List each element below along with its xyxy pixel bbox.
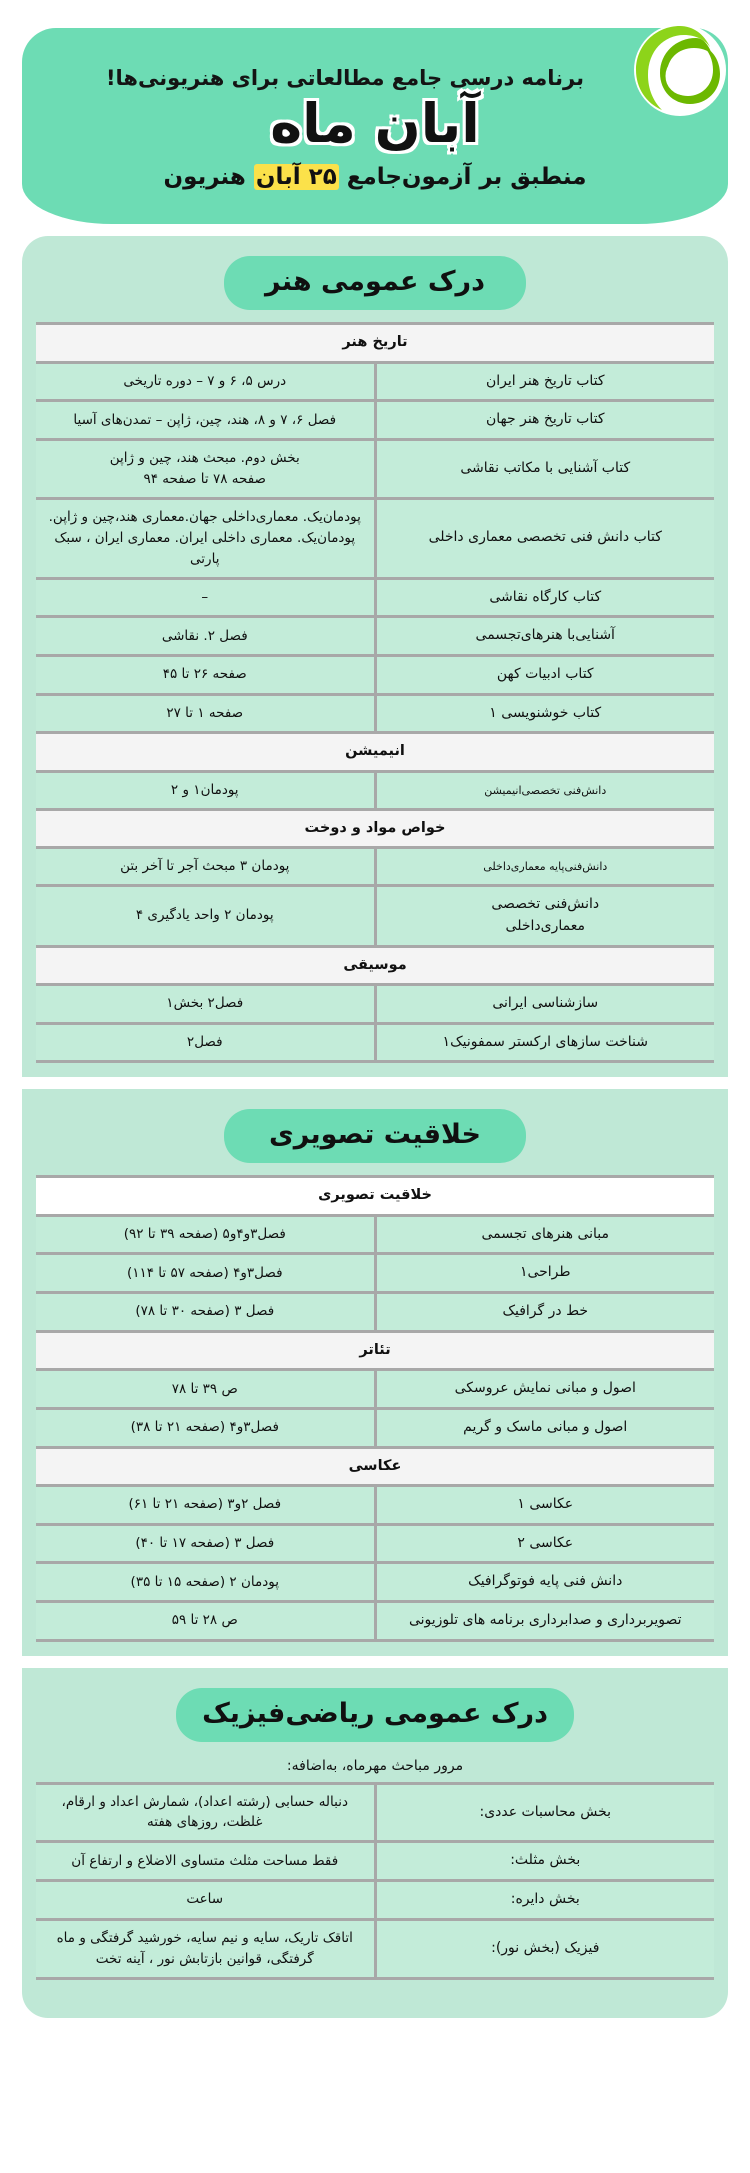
row-content-value: – xyxy=(36,578,375,617)
table-row xyxy=(36,1215,714,1254)
row-subject-label: کتاب آشنایی با مکاتب نقاشی xyxy=(375,440,714,499)
row-subject-label: بخش دایره: xyxy=(375,1881,714,1920)
table-row xyxy=(36,498,714,578)
sections-container xyxy=(0,236,750,2017)
row-subject-label: آشنایی‌با هنرهای‌تجسمی xyxy=(375,617,714,656)
table-subheader-label: انیمیشن xyxy=(36,733,714,771)
table-row xyxy=(36,578,714,617)
table-row xyxy=(36,1254,714,1293)
table-row xyxy=(36,1023,714,1062)
row-content-value: ساعت xyxy=(36,1881,375,1920)
table-row xyxy=(36,848,714,886)
section-math-physics xyxy=(22,1668,728,2018)
row-content-value: پودمان‌یک. معماری‌داخلی جهان.معماری هند،چین و ژاپن. پودمان‌یک. معماری داخلی ایران. معماری ایران ، سبک پارتی xyxy=(36,498,375,578)
table-row xyxy=(36,1563,714,1602)
row-content-value: پودمان ۲ واحد یادگیری ۴ xyxy=(36,886,375,945)
table-row xyxy=(36,1486,714,1525)
row-subject-label: مبانی هنرهای تجسمی xyxy=(375,1215,714,1254)
row-subject-label: بخش مثلث: xyxy=(375,1842,714,1881)
table-subheader-row xyxy=(36,1331,714,1369)
row-content-value: فصل۳و۴ (صفحه ۵۷ تا ۱۱۴) xyxy=(36,1254,375,1293)
row-content-value: فصل ۲و۳ (صفحه ۲۱ تا ۶۱) xyxy=(36,1486,375,1525)
row-content-value: فصل ۶، ۷ و ۸، هند، چین، ژاپن – تمدن‌های آسیا xyxy=(36,401,375,440)
table-row xyxy=(36,440,714,499)
row-content-value: صفحه ۲۶ تا ۴۵ xyxy=(36,656,375,695)
row-subject-label: شناخت سازهای ارکستر سمفونیک۱ xyxy=(375,1023,714,1062)
schedule-table xyxy=(36,322,714,731)
table-row xyxy=(36,1842,714,1881)
table-row xyxy=(36,617,714,656)
row-content-value: فصل۲ بخش۱ xyxy=(36,985,375,1024)
table-subheader-row xyxy=(36,733,714,771)
row-content-value: دنباله حسابی (رشته اعداد)، شمارش اعداد و ارقام، غلظت، روزهای هفته xyxy=(36,1783,375,1842)
table-row xyxy=(36,656,714,695)
row-subject-label: کتاب خوشنویسی ۱ xyxy=(375,694,714,731)
row-subject-label: فیزیک (بخش نور): xyxy=(375,1919,714,1978)
table-subheader-label: تاریخ هنر xyxy=(36,324,714,362)
row-subject-label: سازشناسی ایرانی xyxy=(375,985,714,1024)
hero-header xyxy=(22,28,728,224)
row-subject-label: کتاب ادبیات کهن xyxy=(375,656,714,695)
section-note-math-physics: مرور مباحث مهرماه، به‌اضافه: xyxy=(286,1757,464,1774)
table-row xyxy=(36,1293,714,1330)
hero-subtitle-highlight: ۲۵ آبان xyxy=(255,164,337,191)
row-subject-label: کتاب کارگاه نقاشی xyxy=(375,578,714,617)
hero-subtitle-suffix: هنریون xyxy=(163,164,254,191)
row-content-value: فصل ۳ (صفحه ۳۰ تا ۷۸) xyxy=(36,1293,375,1330)
section-title-math-physics: درک عمومی ریاضی‌فیزیک xyxy=(176,1688,574,1742)
table-row xyxy=(36,1919,714,1978)
row-subject-label: طراحی۱ xyxy=(375,1254,714,1293)
table-subheader-label: تئاتر xyxy=(36,1331,714,1369)
schedule-table xyxy=(36,1782,714,1980)
row-content-value: درس ۵، ۶ و ۷ – دوره تاریخی xyxy=(36,362,375,401)
table-row xyxy=(36,1524,714,1563)
schedule-table xyxy=(36,945,714,1064)
row-content-value: پودمان ۳ مبحث آجر تا آخر بتن xyxy=(36,848,375,886)
table-row xyxy=(36,1408,714,1445)
table-row xyxy=(36,985,714,1024)
row-content-value: فصل۳و۴ (صفحه ۲۱ تا ۳۸) xyxy=(36,1408,375,1445)
table-row xyxy=(36,1783,714,1842)
hero-subtitle xyxy=(50,164,700,190)
row-subject-label: خط در گرافیک xyxy=(375,1293,714,1330)
row-content-value: ص ۳۹ تا ۷۸ xyxy=(36,1370,375,1409)
row-subject-label: اصول و مبانی ماسک و گریم xyxy=(375,1408,714,1445)
row-content-value: پودمان ۲ (صفحه ۱۵ تا ۳۵) xyxy=(36,1563,375,1602)
schedule-table xyxy=(36,1330,714,1446)
section-art-general xyxy=(22,236,728,1077)
row-content-value: فصل۳و۴و۵ (صفحه ۳۹ تا ۹۲) xyxy=(36,1215,375,1254)
row-content-value: پودمان۱ و ۲ xyxy=(36,771,375,807)
table-row xyxy=(36,694,714,731)
row-content-value: فصل۲ xyxy=(36,1023,375,1062)
row-content-value: صفحه ۱ تا ۲۷ xyxy=(36,694,375,731)
table-row xyxy=(36,886,714,945)
table-subheader-row xyxy=(36,809,714,847)
row-subject-label: دانش‌فنی تخصصی معماری‌داخلی xyxy=(375,886,714,945)
row-subject-label: دانش‌فنی تخصصی‌انیمیشن xyxy=(375,771,714,807)
hero-month-title: آبان ماه xyxy=(270,92,480,155)
row-content-value: فصل ۲. نقاشی xyxy=(36,617,375,656)
row-subject-label: کتاب دانش فنی تخصصی معماری داخلی xyxy=(375,498,714,578)
schedule-table xyxy=(36,1446,714,1642)
row-subject-label: عکاسی ۱ xyxy=(375,1486,714,1525)
row-content-value: فصل ۳ (صفحه ۱۷ تا ۴۰) xyxy=(36,1524,375,1563)
section-title-visual-creativity: خلاقیت تصویری xyxy=(224,1109,526,1163)
table-row xyxy=(36,1881,714,1920)
row-subject-label: اصول و مبانی نمایش عروسکی xyxy=(375,1370,714,1409)
row-subject-label: بخش محاسبات عددی: xyxy=(375,1783,714,1842)
row-content-value: اتاقک تاریک، سایه و نیم سایه، خورشید گرفتگی و ماه گرفتگی، قوانین بازتابش نور ، آینه تخت xyxy=(36,1919,375,1978)
row-subject-label: دانش‌فنی‌پایه معماری‌داخلی xyxy=(375,848,714,886)
section-title-art-general: درک عمومی هنر xyxy=(224,256,526,310)
row-content-value: بخش دوم. مبحث هند، چین و ژاپن صفحه ۷۸ تا صفحه ۹۴ xyxy=(36,440,375,499)
row-subject-label: کتاب تاریخ هنر جهان xyxy=(375,401,714,440)
table-row xyxy=(36,771,714,807)
table-subheader-row xyxy=(36,1447,714,1485)
row-content-value: فقط مساحت مثلث متساوی الاضلاع و ارتفاع آن xyxy=(36,1842,375,1881)
table-subheader-label: خواص مواد و دوخت xyxy=(36,809,714,847)
hero-subtitle-prefix: منطبق بر آزمون‌جامع xyxy=(338,164,587,191)
table-subheader-label: موسیقی xyxy=(36,946,714,984)
table-subheader-row xyxy=(36,324,714,362)
table-subheader-row xyxy=(36,946,714,984)
row-subject-label: تصویربرداری و صدابرداری برنامه های تلوزیونی xyxy=(375,1602,714,1641)
honaryoon-logo-icon xyxy=(626,16,734,124)
schedule-table xyxy=(36,1175,714,1330)
schedule-table xyxy=(36,808,714,945)
hero-tagline: برنامه درسی جامع مطالعاتی برای هنریونی‌ها! xyxy=(105,66,585,90)
table-row xyxy=(36,401,714,440)
schedule-table xyxy=(36,731,714,807)
section-visual-creativity xyxy=(22,1089,728,1655)
table-subheader-row xyxy=(36,1177,714,1215)
table-subheader-label: خلاقیت تصویری xyxy=(36,1177,714,1215)
table-row xyxy=(36,1370,714,1409)
table-subheader-label: عکاسی xyxy=(36,1447,714,1485)
table-row xyxy=(36,1602,714,1641)
row-subject-label: عکاسی ۲ xyxy=(375,1524,714,1563)
row-content-value: ص ۲۸ تا ۵۹ xyxy=(36,1602,375,1641)
row-subject-label: دانش فنی پایه فوتوگرافیک xyxy=(375,1563,714,1602)
row-subject-label: کتاب تاریخ هنر ایران xyxy=(375,362,714,401)
table-row xyxy=(36,362,714,401)
